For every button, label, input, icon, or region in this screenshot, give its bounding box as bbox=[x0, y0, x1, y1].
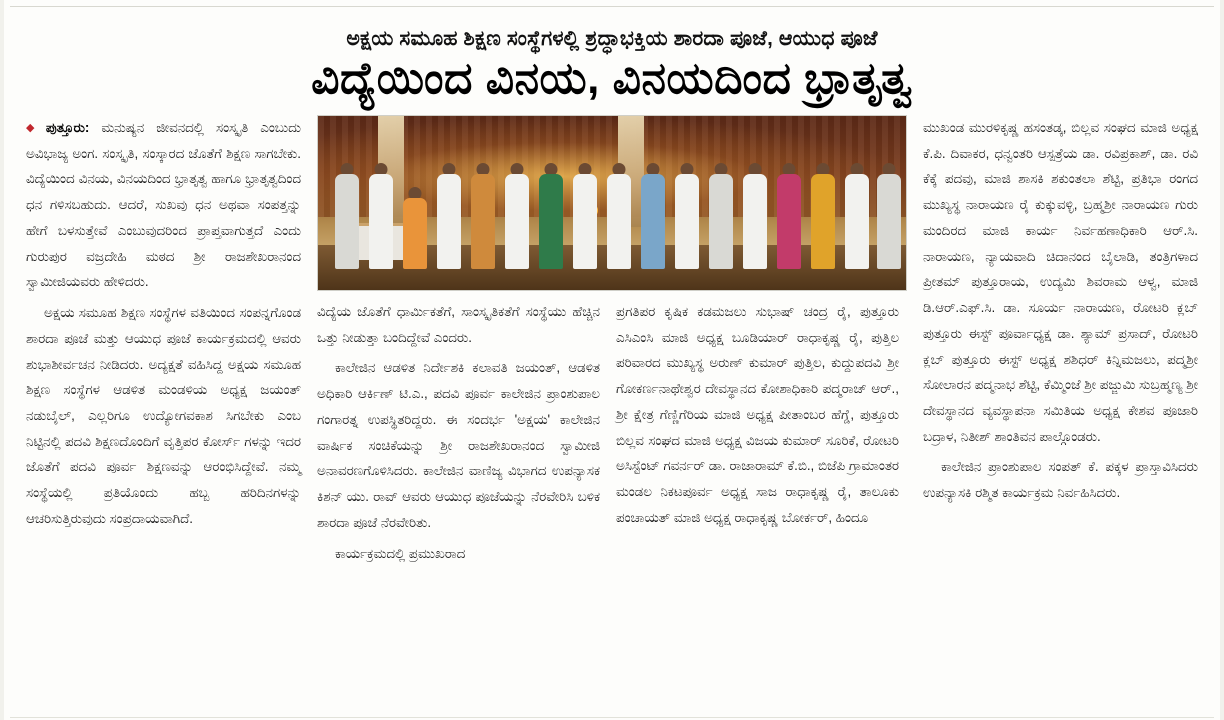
photo-scene bbox=[318, 116, 906, 290]
column-2-paragraph-2: ಕಾಲೇಜಿನ ಆಡಳಿತ ನಿರ್ದೇಶಕಿ ಕಲಾವತಿ ಜಯಂತ್, ಆಡಳಿತ ಅಧಿಕಾರಿ ಆರ್ಕಿಣ್ ಟಿ.ಎ., ಪದವಿ ಪೂರ್ವ ಕಾಲೇಜಿನ ಪ್ರಾಂಶುಪಾಲ ಗಂಗಾರತ್ನ ಉಪಸ್ಥಿತರಿದ್ದರು. ಈ ಸಂದರ್ಭ 'ಅಕ್ಷಯ' ಕಾಲೇಜಿನ ವಾರ್ಷಿಕ ಸಂಚಿಕೆಯನ್ನು ಶ್ರೀ ರಾಜಶೇಖರಾನಂದ ಸ್ವಾಮೀಜಿ ಅನಾವರಣಗೊಳಿಸಿದರು. ಕಾಲೇಜಿನ ವಾಣಿಜ್ಯ ವಿಭಾಗದ ಉಪನ್ಯಾಸಕ ಕಿಶನ್ ಯು. ರಾವ್ ಆವರು ಆಯುಧ ಪೂಜೆಯನ್ನು ನೆರವೇರಿಸಿ ಬಳಿಕ ಶಾರದಾ ಪೂಜೆ ನೆರವೇರಿತು. bbox=[317, 360, 600, 530]
column-2-paragraph-1: ವಿದ್ಯೆಯ ಜೊತೆಗೆ ಧಾರ್ಮಿಕತೆಗೆ, ಸಾಂಸ್ಕೃತಿಕತೆಗೆ ಸಂಸ್ಥೆಯು ಹೆಚ್ಚಿನ ಒತ್ತು ನೀಡುತ್ತಾ ಬಂದಿದ್ದೇವೆ ಎಂದರು. bbox=[317, 303, 600, 345]
page-edge-right bbox=[1220, 0, 1224, 720]
dateline: ಪುತ್ತೂರು: bbox=[45, 119, 90, 135]
photo-person bbox=[774, 161, 804, 269]
dateline-marker-icon: ◆ bbox=[26, 121, 43, 134]
article-kicker: ಅಕ್ಷಯ ಸಮೂಹ ಶಿಕ್ಷಣ ಸಂಸ್ಥೆಗಳಲ್ಲಿ ಶ್ರದ್ಧಾಭಕ್ತಿಯ ಶಾರದಾ ಪೂಜೆ, ಆಯುಧ ಪೂಜೆ bbox=[346, 27, 878, 50]
column-3-paragraph-1: ಪ್ರಗತಿಪರ ಕೃಷಿಕ ಕಡಮಜಲು ಸುಭಾಷ್ ಚಂದ್ರ ರೈ, ಪುತ್ತೂರು ಎಸಿಎಂಸಿ ಮಾಜಿ ಅಧ್ಯಕ್ಷ ಬೂಡಿಯಾರ್ ರಾಧಾಕೃಷ್ಣ ರೈ, ಪುತ್ತಿಲ ಪರಿವಾರದ ಮುಖ್ಯಸ್ಥ ಅರುಣ್ ಕುಮಾರ್ ಪುತ್ತಿಲ, ಕುದ್ದುಪದವಿ ಶ್ರೀ ಗೋಕರ್ಣನಾಥೇಶ್ವರ ದೇವಸ್ಥಾನದ ಕೋಶಾಧಿಕಾರಿ ಪದ್ಮರಾಜ್ ಆರ್., ಶ್ರೀ ಕ್ಷೇತ್ರ ಗೆಣ್ಣಿಗೆರಿಯ ಮಾಜಿ ಅಧ್ಯಕ್ಷ ಪೀತಾಂಬರ ಹೆಗ್ಡೆ, ಪುತ್ತೂರು ಬಿಲ್ಲವ ಸಂಘದ ಮಾಜಿ ಅಧ್ಯಕ್ಷ ವಿಜಯ ಕುಮಾರ್ ಸೂರಿಕೆ, ರೋಟರಿ ಅಸಿಸ್ಟೆಂಟ್ ಗವರ್ನರ್ ಡಾ. ರಾಜಾರಾಮ್ ಕೆ.ಬಿ., ಬಿಜೆಪಿ ಗ್ರಾಮಾಂತರ ಮಂಡಲ ನಿಕಟಪೂರ್ವ ಅಧ್ಯಕ್ಷ ಸಾಜ ರಾಧಾಕೃಷ್ಣ ರೈ, ತಾಲೂಕು ಪಂಚಾಯತ್ ಮಾಜಿ ಅಧ್ಯಕ್ಷ ರಾಧಾಕೃಷ್ಣ ಬೋರ್ಕರ್, ಹಿಂದೂ bbox=[616, 303, 899, 525]
photo-person-body bbox=[607, 174, 631, 269]
column-4-paragraph-2: ಕಾಲೇಜಿನ ಪ್ರಾಂಶುಪಾಲ ಸಂಪತ್ ಕೆ. ಪಕ್ಕಳ ಪ್ರಾಸ್ತಾವಿಸಿದರು ಉಪನ್ಯಾಸಕಿ ರಶ್ಮಿತ ಕಾರ್ಯಕ್ರಮ ನಿರ್ವಹಿಸಿದರು. bbox=[923, 459, 1198, 501]
photo-person-body bbox=[845, 174, 869, 269]
photo-person-body bbox=[573, 174, 597, 269]
photo-person-body bbox=[335, 174, 359, 269]
photo-person-body bbox=[675, 174, 699, 269]
photo-person bbox=[808, 161, 838, 269]
page-edge-left bbox=[0, 0, 4, 720]
photo-person bbox=[740, 161, 770, 269]
photo-person-body bbox=[505, 174, 529, 269]
bottom-divider bbox=[10, 717, 1214, 718]
photo-person-body bbox=[777, 174, 801, 269]
photo-person bbox=[874, 161, 904, 269]
column-1-body-1: ಮನುಷ್ಯನ ಜೀವನದಲ್ಲಿ ಸಂಸ್ಕೃತಿ ಎಂಬುದು ಅವಿಭಾಜ್ಯ ಅಂಗ. ಸಂಸ್ಕೃತಿ, ಸಂಸ್ಕಾರದ ಜೊತೆಗೆ ಶಿಕ್ಷಣ ಸಾಗಬೇಕು. ವಿದ್ಯೆಯಿಂದ ವಿನಯ, ವಿನಯದಿಂದ ಭ್ರಾತೃತ್ವ ಹಾಗೂ ಭ್ರಾತೃತ್ವದಿಂದ ಧನ ಗಳಿಸಬಹುದು. ಆದರೆ, ಸುಖವು ಧನ ಅಥವಾ ಸಂಪತ್ತನ್ನು ಹೇಗೆ ಬಳಸುತ್ತೇವೆ ಎಂಬುವುದರಿಂದ ಪ್ರಾಪ್ತವಾಗುತ್ತದೆ ಎಂದು ಗುರುಪುರ ವಜ್ರದೇಹಿ ಮಠದ ಶ್ರೀ ರಾಜಶೇಖರಾನಂದ ಸ್ವಾಮೀಜಿಯವರು ಹೇಳಿದರು. bbox=[26, 119, 301, 290]
column-middle-block bbox=[317, 115, 907, 571]
column-2-paragraph-3: ಕಾರ್ಯಕ್ರಮದಲ್ಲಿ ಪ್ರಮುಖರಾದ bbox=[335, 545, 466, 561]
article-photo bbox=[317, 115, 907, 291]
photo-person bbox=[604, 161, 634, 269]
middle-text-columns bbox=[317, 299, 907, 571]
column-1-paragraph-2: ಅಕ್ಷಯ ಸಮೂಹ ಶಿಕ್ಷಣ ಸಂಸ್ಥೆಗಳ ವತಿಯಿಂದ ಸಂಪನ್ನಗೊಂಡ ಶಾರದಾ ಪೂಜೆ ಮತ್ತು ಆಯುಧ ಪೂಜೆ ಕಾರ್ಯಕ್ರಮದಲ್ಲಿ ಆವರು ಶುಭಾಶೀರ್ವಚನ ನೀಡಿದರು. ಅದ್ಯಕ್ಷತೆ ವಹಿಸಿದ್ದ ಅಕ್ಷಯ ಸಮೂಹ ಶಿಕ್ಷಣ ಸಂಸ್ಥೆಗಳ ಆಡಳಿತ ಮಂಡಳಿಯ ಅಧ್ಯಕ್ಷ ಜಯಂತ್ ನಡುಬೈಲ್, ಎಲ್ಲರಿಗೂ ಉದ್ಯೋಗವಕಾಶ ಸಿಗಬೇಕು ಎಂಬ ನಿಟ್ಟಿನಲ್ಲಿ ಪದವಿ ಶಿಕ್ಷಣದೊಂದಿಗೆ ವೃತ್ತಿಪರ ಕೋರ್ಸ್ ಗಳನ್ನು ಇದರ ಜೊತೆಗೆ ಪದವಿ ಪೂರ್ವ ಶಿಕ್ಷಣವನ್ನು ಆರಂಭಿಸಿದ್ದೇವೆ. ನಮ್ಮ ಸಂಸ್ಥೆಯಲ್ಲಿ ಪ್ರತಿಯೊಂದು ಹಬ್ಬ ಹರಿದಿನಗಳನ್ನು ಆಚರಿಸುತ್ತಿರುವುದು ಸಂಪ್ರದಾಯವಾಗಿದೆ. bbox=[26, 305, 301, 526]
photo-person-body bbox=[437, 174, 461, 269]
article-headline: ವಿದ್ಯೆಯಿಂದ ವಿನಯ, ವಿನಯದಿಂದ ಭ್ರಾತೃತ್ವ bbox=[311, 53, 913, 103]
column-4 bbox=[923, 115, 1198, 511]
photo-person bbox=[366, 161, 396, 269]
photo-people-row bbox=[318, 161, 906, 269]
photo-person-body bbox=[539, 174, 563, 269]
column-1 bbox=[26, 115, 301, 537]
column-3 bbox=[616, 299, 899, 536]
photo-person-swamiji bbox=[400, 185, 430, 269]
photo-person bbox=[842, 161, 872, 269]
photo-person-body bbox=[877, 174, 901, 269]
column-1-paragraph-1 bbox=[26, 115, 301, 295]
photo-person bbox=[468, 161, 498, 269]
column-4-paragraph-1: ಮುಖಂಡ ಮುರಳಿಕೃಷ್ಣ ಹಸಂತಡ್ಕ, ಬಿಲ್ಲವ ಸಂಘದ ಮಾಜಿ ಅಧ್ಯಕ್ಷ ಕೆ.ಪಿ. ದಿವಾಕರ, ಧನ್ವಂತರಿ ಆಸ್ಪತ್ರೆಯ ಡಾ. ರವಿಪ್ರಕಾಶ್, ಡಾ. ರವಿ ಕೆಕ್ಕೆ ಪದವು, ಮಾಜಿ ಶಾಸಕಿ ಶಕುಂತಲಾ ಶೆಟ್ಟಿ, ಪ್ರತಿಭಾ ರಂಗದ ಮುಖ್ಯಸ್ಥ ನಾರಾಯಣ ರೈ ಕುಕ್ಕುವಳ್ಳಿ, ಬ್ರಹ್ಮಶ್ರೀ ನಾರಾಯಣ ಗುರು ಮಂದಿರದ ಮಾಜಿ ಕಾರ್ಯ ನಿರ್ವಹಣಾಧಿಕಾರಿ ಆರ್.ಸಿ. ನಾರಾಯಣ, ನ್ಯಾಯವಾದಿ ಚಿದಾನಂದ ಬೈಲಾಡಿ, ತಂತ್ರಿಗಳಾದ ಪ್ರೀತಮ್ ಪುತ್ತೂರಾಯ, ಉದ್ಯಮಿ ಶಿವರಾಮ ಆಳ್ವ, ಮಾಜಿ ಡಿ.ಆರ್.ಎಫ್.ಸಿ. ಡಾ. ಸೂರ್ಯ ನಾರಾಯಣ, ರೋಟರಿ ಕ್ಲಬ್ ಪುತ್ತೂರು ಈಸ್ಟ್ ಪೂರ್ವಾಧ್ಯಕ್ಷ ಡಾ. ಶ್ಯಾಮ್ ಪ್ರಸಾದ್, ರೋಟರಿ ಕ್ಲಬ್ ಪುತ್ತೂರು ಈಸ್ಟ್ ಅಧ್ಯಕ್ಷ ಶಶಿಧರ್ ಕಿನ್ನಿಮಜಲು, ಪದ್ಮಶ್ರೀ ಸೋಲಾರನ ಪದ್ಮನಾಭ ಶೆಟ್ಟಿ, ಕೆಮ್ಮಿಂಜೆ ಶ್ರೀ ಪಜ್ಜುಮಿ ಸುಬ್ರಹ್ಮಣ್ಯ ಶ್ರೀ ದೇವಸ್ಥಾನದ ವ್ಯವಸ್ಥಾಪನಾ ಸಮಿತಿಯ ಅಧ್ಯಕ್ಷ ಕೇಶವ ಪೂಜಾರಿ ಬದ್ರಾಳ, ನಿತೀಶ್ ಶಾಂತಿವನ ಪಾಲ್ಗೊಂಡರು. bbox=[923, 119, 1198, 444]
article-columns bbox=[26, 115, 1198, 571]
photo-person-body bbox=[369, 174, 393, 269]
photo-person-body bbox=[403, 198, 427, 269]
photo-person bbox=[434, 161, 464, 269]
photo-person-body bbox=[709, 174, 733, 269]
photo-person bbox=[502, 161, 532, 269]
photo-person-body bbox=[641, 174, 665, 269]
photo-person bbox=[536, 161, 566, 269]
photo-person bbox=[638, 161, 668, 269]
photo-person-body bbox=[811, 174, 835, 269]
photo-person bbox=[332, 161, 362, 269]
photo-person bbox=[706, 161, 736, 269]
photo-person bbox=[672, 161, 702, 269]
top-divider bbox=[10, 6, 1214, 7]
photo-person bbox=[570, 161, 600, 269]
photo-person-body bbox=[471, 174, 495, 269]
photo-person-body bbox=[743, 174, 767, 269]
column-2 bbox=[317, 299, 600, 571]
